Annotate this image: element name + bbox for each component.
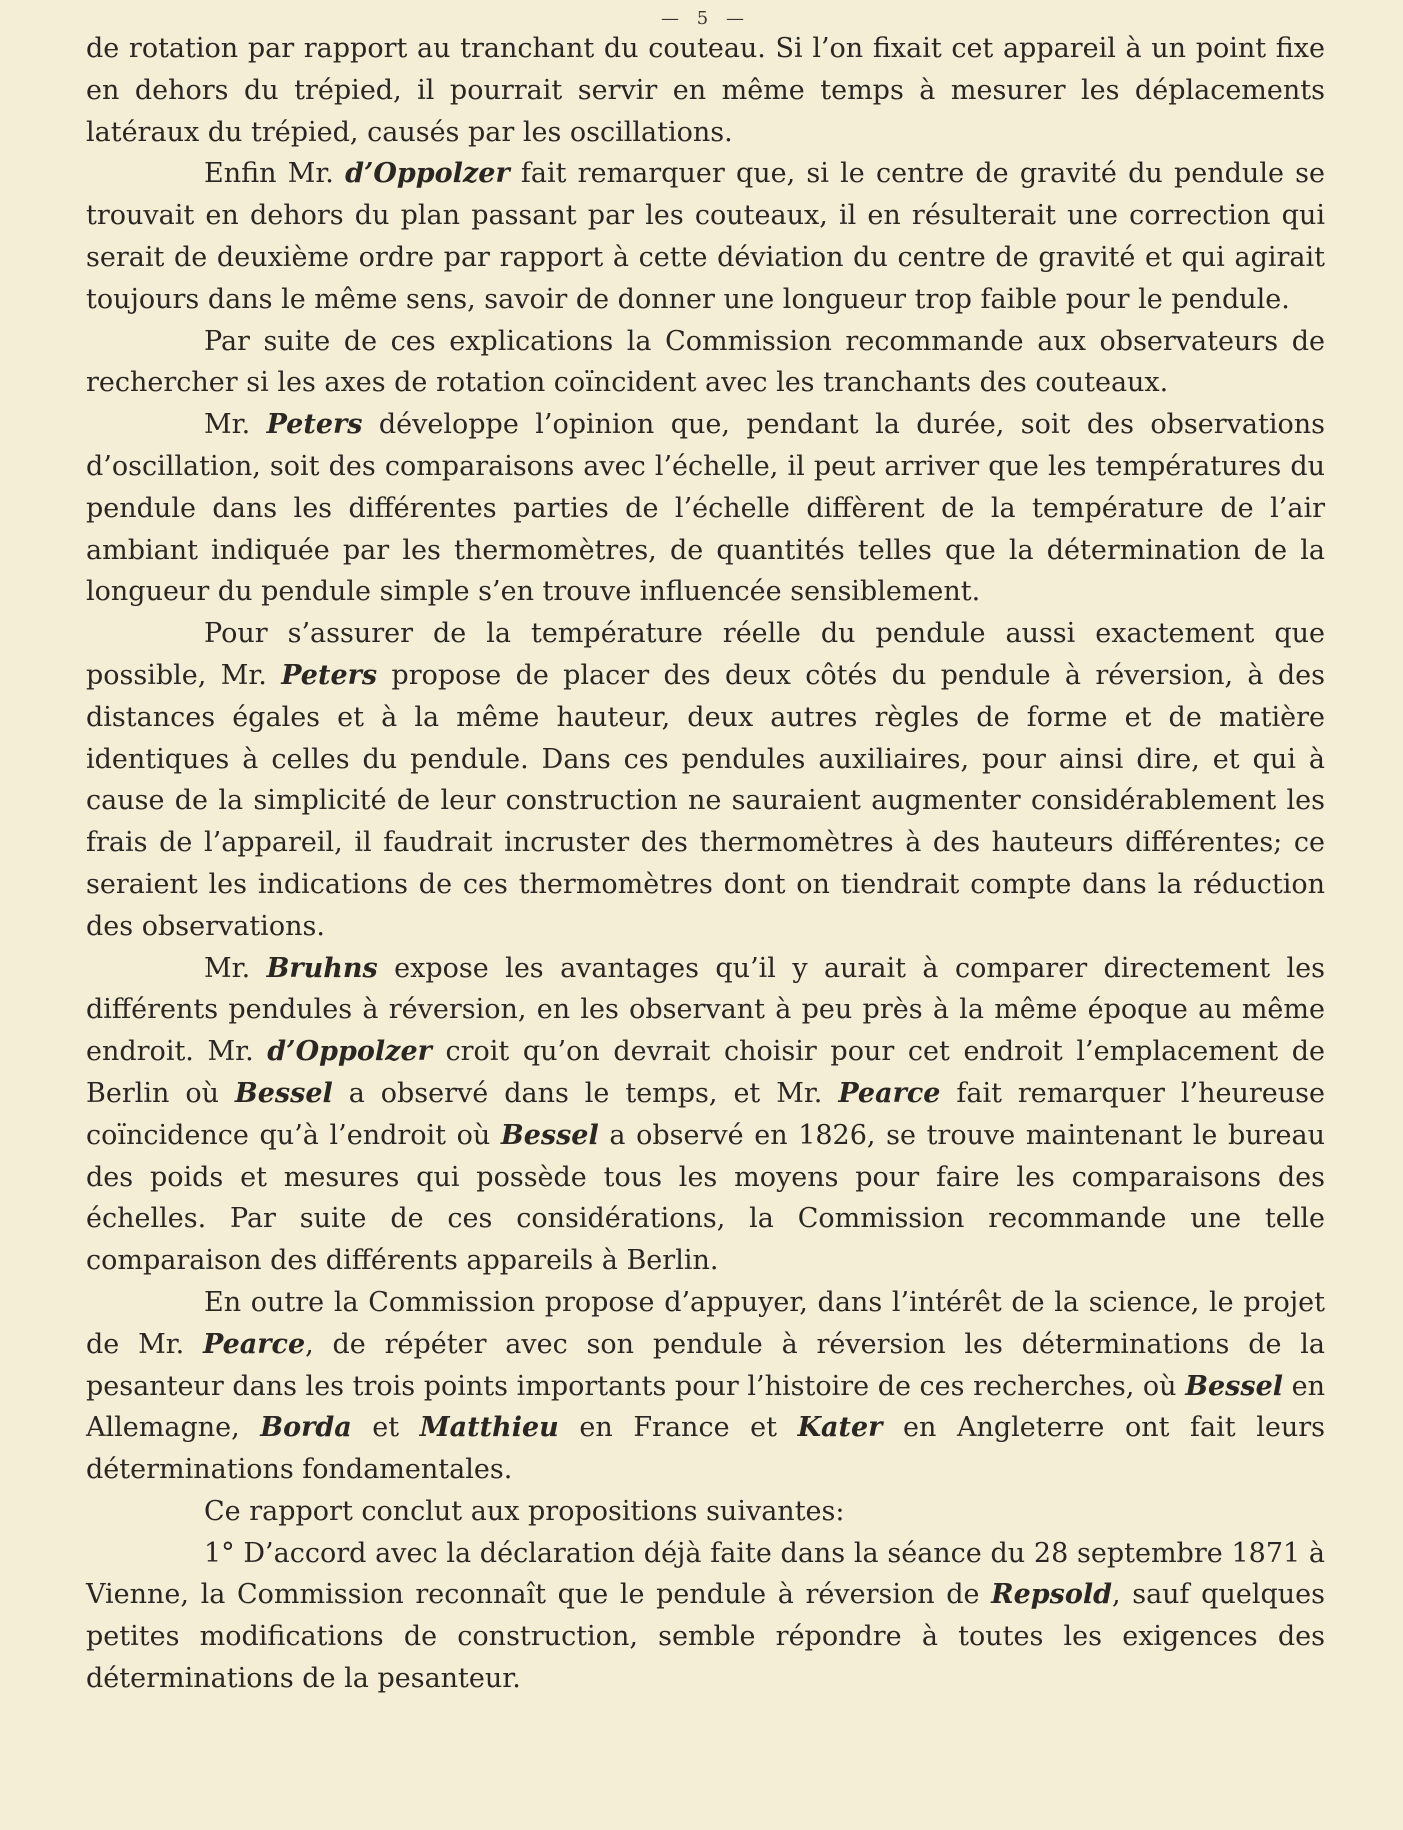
person-name: Pearce (203, 1328, 306, 1360)
person-name: Bruhns (266, 952, 378, 984)
text-run: Enfin Mr. (204, 158, 346, 190)
text-run: Mr. (204, 952, 267, 984)
text-run: 1° D’accord avec la déclaration déjà faite dans la séance du 28 septembre 1871 à Vienne, la Commission reconnaît que le pendule à réversion de (86, 1537, 1325, 1611)
paragraph (86, 1282, 1325, 1491)
paragraph (86, 321, 1325, 405)
text-run: en Angleterre ont fait leurs déterminations fondamentales. (86, 1412, 1325, 1486)
document-body (86, 28, 1325, 1700)
text-run: fait remarquer que, si le centre de gravité du pendule se trouvait en dehors du plan passant par les couteaux, il en résulterait une correction qui serait de deuxième ordre par rapport à cette déviation du centre de gravité et qui agirait toujours dans le même sens, savoir de donner une longueur trop faible pour le pendule. (86, 158, 1325, 315)
person-name: Pearce (838, 1077, 941, 1109)
page-number: — 5 — (661, 8, 750, 29)
person-name: Bessel (1185, 1370, 1284, 1402)
text-run: , de répéter avec son pendule à réversion les déterminations de la pesanteur dans les trois points importants pour l’histoire de ces recherches, où (86, 1328, 1325, 1402)
person-name: Peters (281, 659, 378, 691)
text-run: , sauf quelques petites modifications de construction, semble répondre à toutes les exigences des déterminations de la pesanteur. (86, 1579, 1325, 1695)
text-run: fait remarquer l’heureuse coïncidence qu’à l’endroit où (86, 1077, 1325, 1151)
person-name: d’Oppolzer (267, 1036, 432, 1068)
paragraph (86, 153, 1325, 320)
person-name: Borda (260, 1412, 352, 1444)
text-run: et (351, 1412, 420, 1444)
paragraph (86, 404, 1325, 613)
text-run: En outre la Commission propose d’appuyer, dans l’intérêt de la science, le projet de Mr. (86, 1286, 1325, 1360)
text-run: en France et (558, 1412, 798, 1444)
paragraph (86, 613, 1325, 947)
text-run: de rotation par rapport au tranchant du couteau. Si l’on fixait cet appareil à un point fixe en dehors du trépied, il pourrait servir en même temps à mesurer les déplacements latéraux du trépied, causés par les oscillations. (86, 33, 1325, 148)
person-name: Matthieu (419, 1412, 559, 1444)
text-run: propose de placer des deux côtés du pendule à réversion, à des distances égales et à la même hauteur, deux autres règles de forme et de matière identiques à celles du pendule. Dans ces pendules auxiliaires, pour ainsi dire, et qui à cause de la simplicité de leur construction ne sauraient augmenter considérablement les frais de l’appareil, il faudrait incruster des thermomètres à des hauteurs différentes; ce seraient les indications de ces thermomètres dont on tiendrait compte dans la réduction des observations. (86, 659, 1325, 942)
paragraph (86, 28, 1325, 153)
text-run: a observé dans le temps, et Mr. (332, 1077, 839, 1109)
text-run: croit qu’on devrait choisir pour cet endroit l’emplacement de Berlin où (86, 1036, 1325, 1109)
text-run: expose les avantages qu’il y aurait à comparer directement les différents pendules à réversion, en les observant à peu près à la même époque au même endroit. Mr. (86, 952, 1325, 1068)
text-run: en Allemagne, (86, 1370, 1326, 1444)
person-name: Repsold (991, 1579, 1112, 1611)
paragraph (86, 1491, 1325, 1533)
text-run: développe l’opinion que, pendant la durée, soit des observations d’oscillation, soit des comparaisons avec l’échelle, il peut arriver que les températures du pendule dans les différentes parties de l’échelle diffèrent de la température de l’air ambiant indiquée par les thermomètres, de quantités telles que la détermination de la longueur du pendule simple s’en trouve influencée sensiblement. (86, 409, 1325, 608)
person-name: Peters (266, 409, 363, 441)
text-run: Pour s’assurer de la température réelle du pendule aussi exactement que possible, Mr. (86, 618, 1325, 691)
paragraph (86, 1533, 1325, 1700)
person-name: Bessel (234, 1077, 333, 1109)
text-run: a observé en 1826, se trouve maintenant le bureau des poids et mesures qui possède tous les moyens pour faire les comparaisons des échelles. Par suite de ces considérations, la Commission recommande une telle comparaison des différents appareils à Berlin. (86, 1119, 1325, 1277)
text-run: Ce rapport conclut aux propositions suivantes: (204, 1495, 845, 1527)
person-name: Bessel (500, 1119, 599, 1151)
person-name: Kater (797, 1412, 883, 1444)
text-run: Mr. (204, 409, 267, 441)
person-name: d’Oppolzer (345, 158, 510, 190)
text-run: Par suite de ces explications la Commission recommande aux observateurs de rechercher si les axes de rotation coïncident avec les tranchants des couteaux. (86, 325, 1325, 399)
paragraph (86, 948, 1325, 1282)
